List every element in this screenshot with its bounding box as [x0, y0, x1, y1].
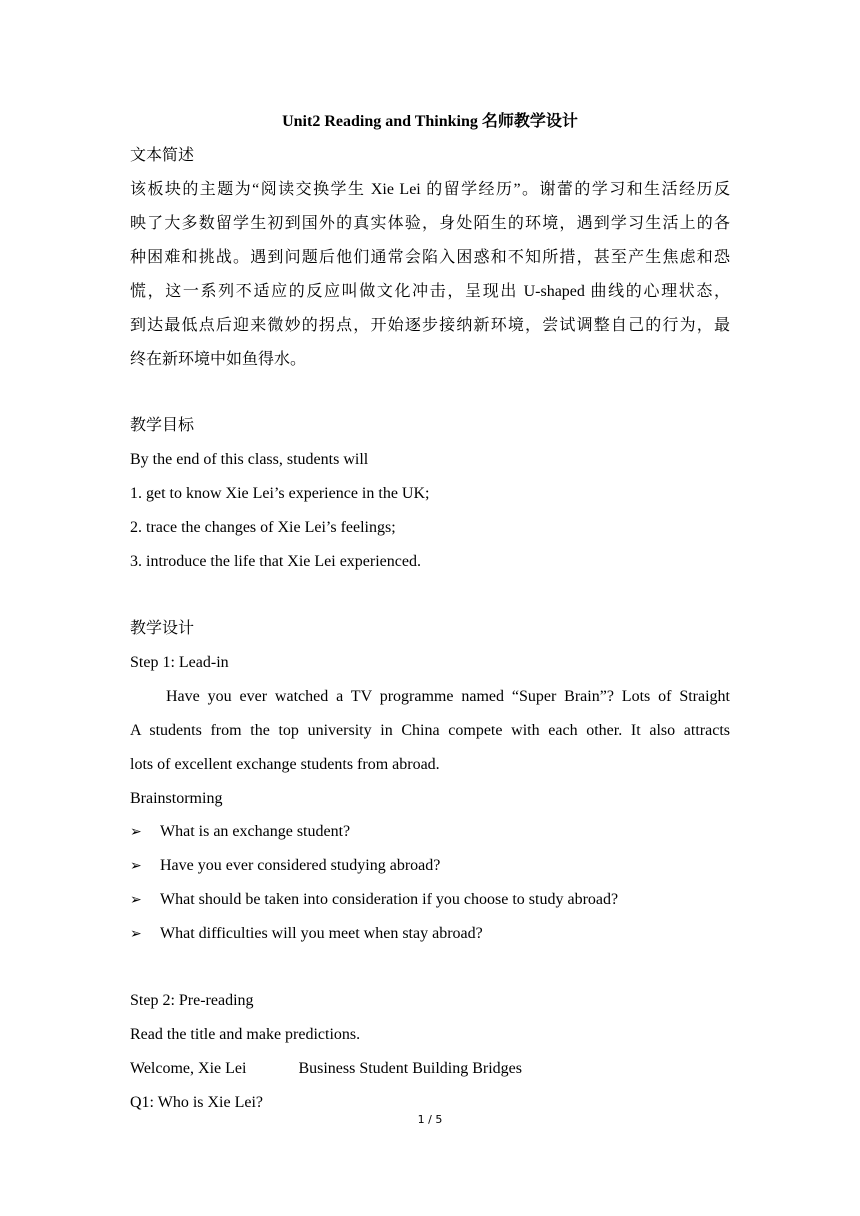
objectives-heading: 教学目标	[130, 417, 195, 434]
summary-line: 种困难和挑战。遇到问题后他们通常会陷入困惑和不知所措，甚至产生焦虑和恐	[130, 249, 730, 266]
summary-line: 慌，这一系列不适应的反应叫做文化冲击，呈现出 U-shaped 曲线的心理状态，	[130, 283, 730, 300]
step1-paragraph-line: Have you ever watched a TV programme named “Super Brain”? Lots of Straight	[166, 688, 730, 705]
question-1: Q1: Who is Xie Lei?	[130, 1094, 264, 1111]
arrow-bullet-icon: ➢	[130, 858, 142, 874]
document-title: Unit2 Reading and Thinking 名师教学设计	[282, 113, 578, 130]
page-number: 1 / 5	[417, 1113, 443, 1126]
brainstorming-label: Brainstorming	[130, 790, 223, 807]
step2-titles	[130, 1059, 522, 1079]
step1-paragraph-line: lots of excellent exchange students from abroad.	[130, 756, 440, 773]
step2-instruction: Read the title and make predictions.	[130, 1026, 361, 1043]
summary-line: 终在新环境中如鱼得水。	[130, 351, 307, 368]
bullet-item: ➢ What is an exchange student?	[130, 823, 351, 840]
objective-item: 1. get to know Xie Lei’s experience in the UK;	[130, 485, 430, 502]
design-heading: 教学设计	[130, 620, 195, 637]
title-right: Business Student Building Bridges	[298, 1060, 523, 1077]
step1-paragraph-line: A students from the top university in China compete with each other. It also attracts	[130, 722, 730, 739]
step1-label: Step 1: Lead-in	[130, 654, 229, 671]
objectives-intro: By the end of this class, students will	[130, 451, 369, 468]
arrow-bullet-icon: ➢	[130, 926, 142, 942]
step2-label: Step 2: Pre-reading	[130, 992, 254, 1009]
summary-heading: 文本简述	[130, 147, 195, 164]
arrow-bullet-icon: ➢	[130, 892, 142, 908]
arrow-bullet-icon: ➢	[130, 824, 142, 840]
bullet-item: ➢ What difficulties will you meet when stay abroad?	[130, 925, 483, 942]
bullet-item: ➢ Have you ever considered studying abroad?	[130, 857, 441, 874]
objective-item: 2. trace the changes of Xie Lei’s feelings;	[130, 519, 396, 536]
title-left: Welcome, Xie Lei	[130, 1060, 247, 1077]
summary-line: 到达最低点后迎来微妙的拐点，开始逐步接纳新环境，尝试调整自己的行为，最	[130, 317, 730, 334]
bullet-item: ➢ What should be taken into consideration if you choose to study abroad?	[130, 891, 619, 908]
objective-item: 3. introduce the life that Xie Lei experienced.	[130, 553, 421, 570]
summary-line: 映了大多数留学生初到国外的真实体验，身处陌生的环境，遇到学习生活上的各	[130, 215, 730, 232]
summary-line: 该板块的主题为“阅读交换学生 Xie Lei 的留学经历”。谢蕾的学习和生活经历反	[130, 181, 730, 198]
